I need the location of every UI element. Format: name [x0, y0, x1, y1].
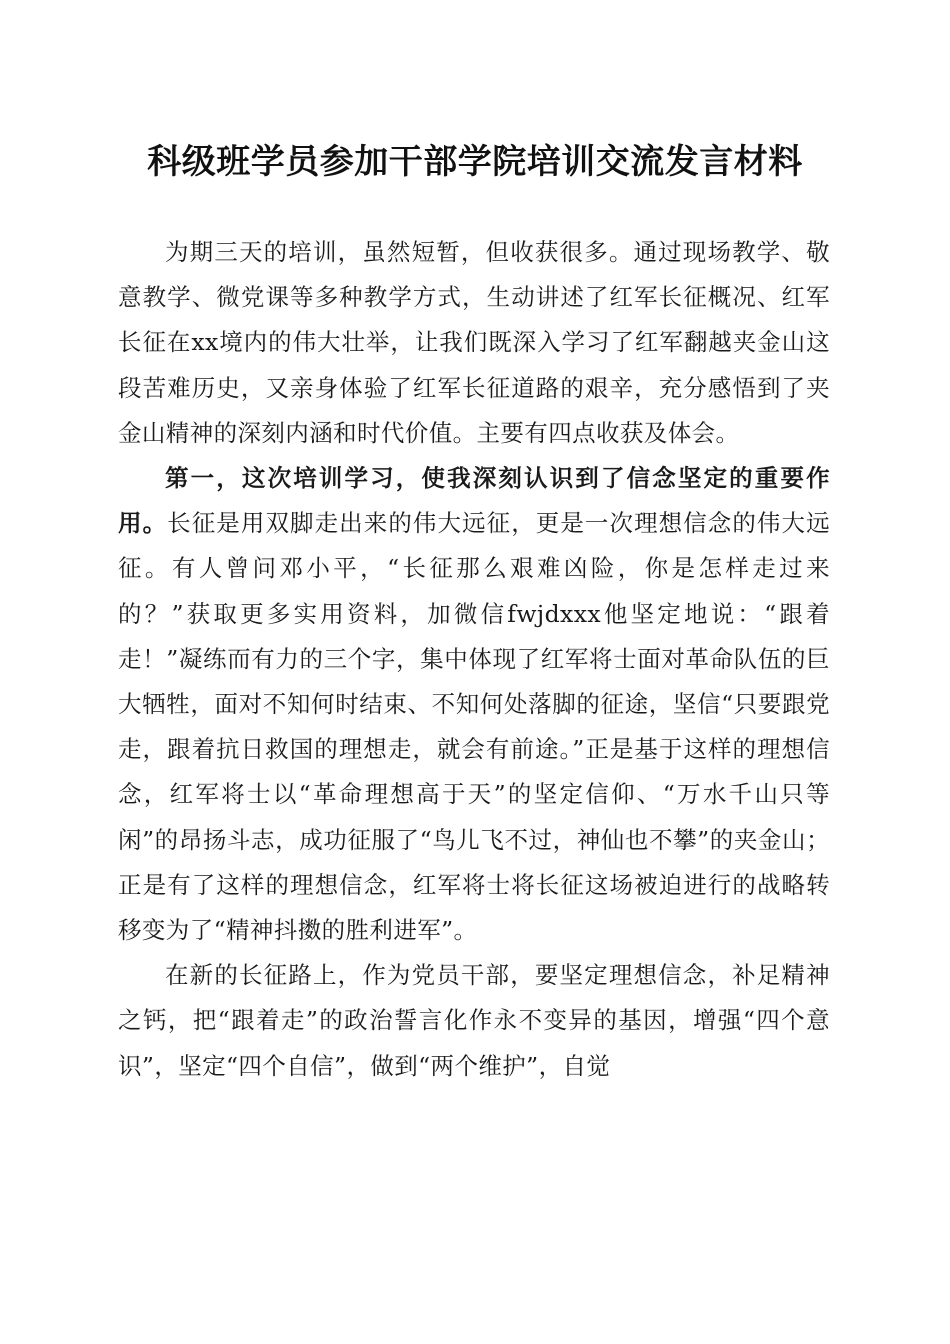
paragraph-intro	[118, 230, 830, 456]
document-body	[118, 230, 830, 1089]
paragraph-new-long-march	[118, 953, 830, 1089]
document-title: 科级班学员参加干部学院培训交流发言材料	[147, 142, 803, 182]
paragraph-lead: 第一，这次培训学习，使我深刻认识到了信念坚定的重要作用。	[118, 464, 830, 538]
paragraph-text: 在新的长征路上，作为党员干部，要坚定理想信念，补足精神之钙，把“跟着走”的政治誓言化作永不变异的基因，增强“四个意识”，坚定“四个自信”，做到“两个维护”，自觉	[118, 961, 830, 1080]
paragraph-first-point	[118, 456, 830, 953]
paragraph-text: 长征是用双脚走出来的伟大远征，更是一次理想信念的伟大远征。有人曾问邓小平，“长征那么艰难凶险，你是怎样走过来的？”获取更多实用资料，加微信fwjdxxx他坚定地说：“跟着走！”凝练而有力的三个字，集中体现了红军将士面对革命队伍的巨大牺牲，面对不知何时结束、不知何处落脚的征途，坚信“只要跟党走，跟着抗日救国的理想走，就会有前途。”正是基于这样的理想信念，红军将士以“革命理想高于天”的坚定信仰、“万水千山只等闲”的昂扬斗志，成功征服了“鸟儿飞不过，神仙也不攀”的夹金山；正是有了这样的理想信念，红军将士将长征这场被迫进行的战略转移变为了“精神抖擞的胜利进军”。	[118, 509, 830, 945]
paragraph-text: 为期三天的培训，虽然短暂，但收获很多。通过现场教学、敬意教学、微党课等多种教学方式，生动讲述了红军长征概况、红军长征在xx境内的伟大壮举，让我们既深入学习了红军翻越夹金山这段苦难历史，又亲身体验了红军长征道路的艰辛，充分感悟到了夹金山精神的深刻内涵和时代价值。主要有四点收获及体会。	[118, 238, 830, 447]
